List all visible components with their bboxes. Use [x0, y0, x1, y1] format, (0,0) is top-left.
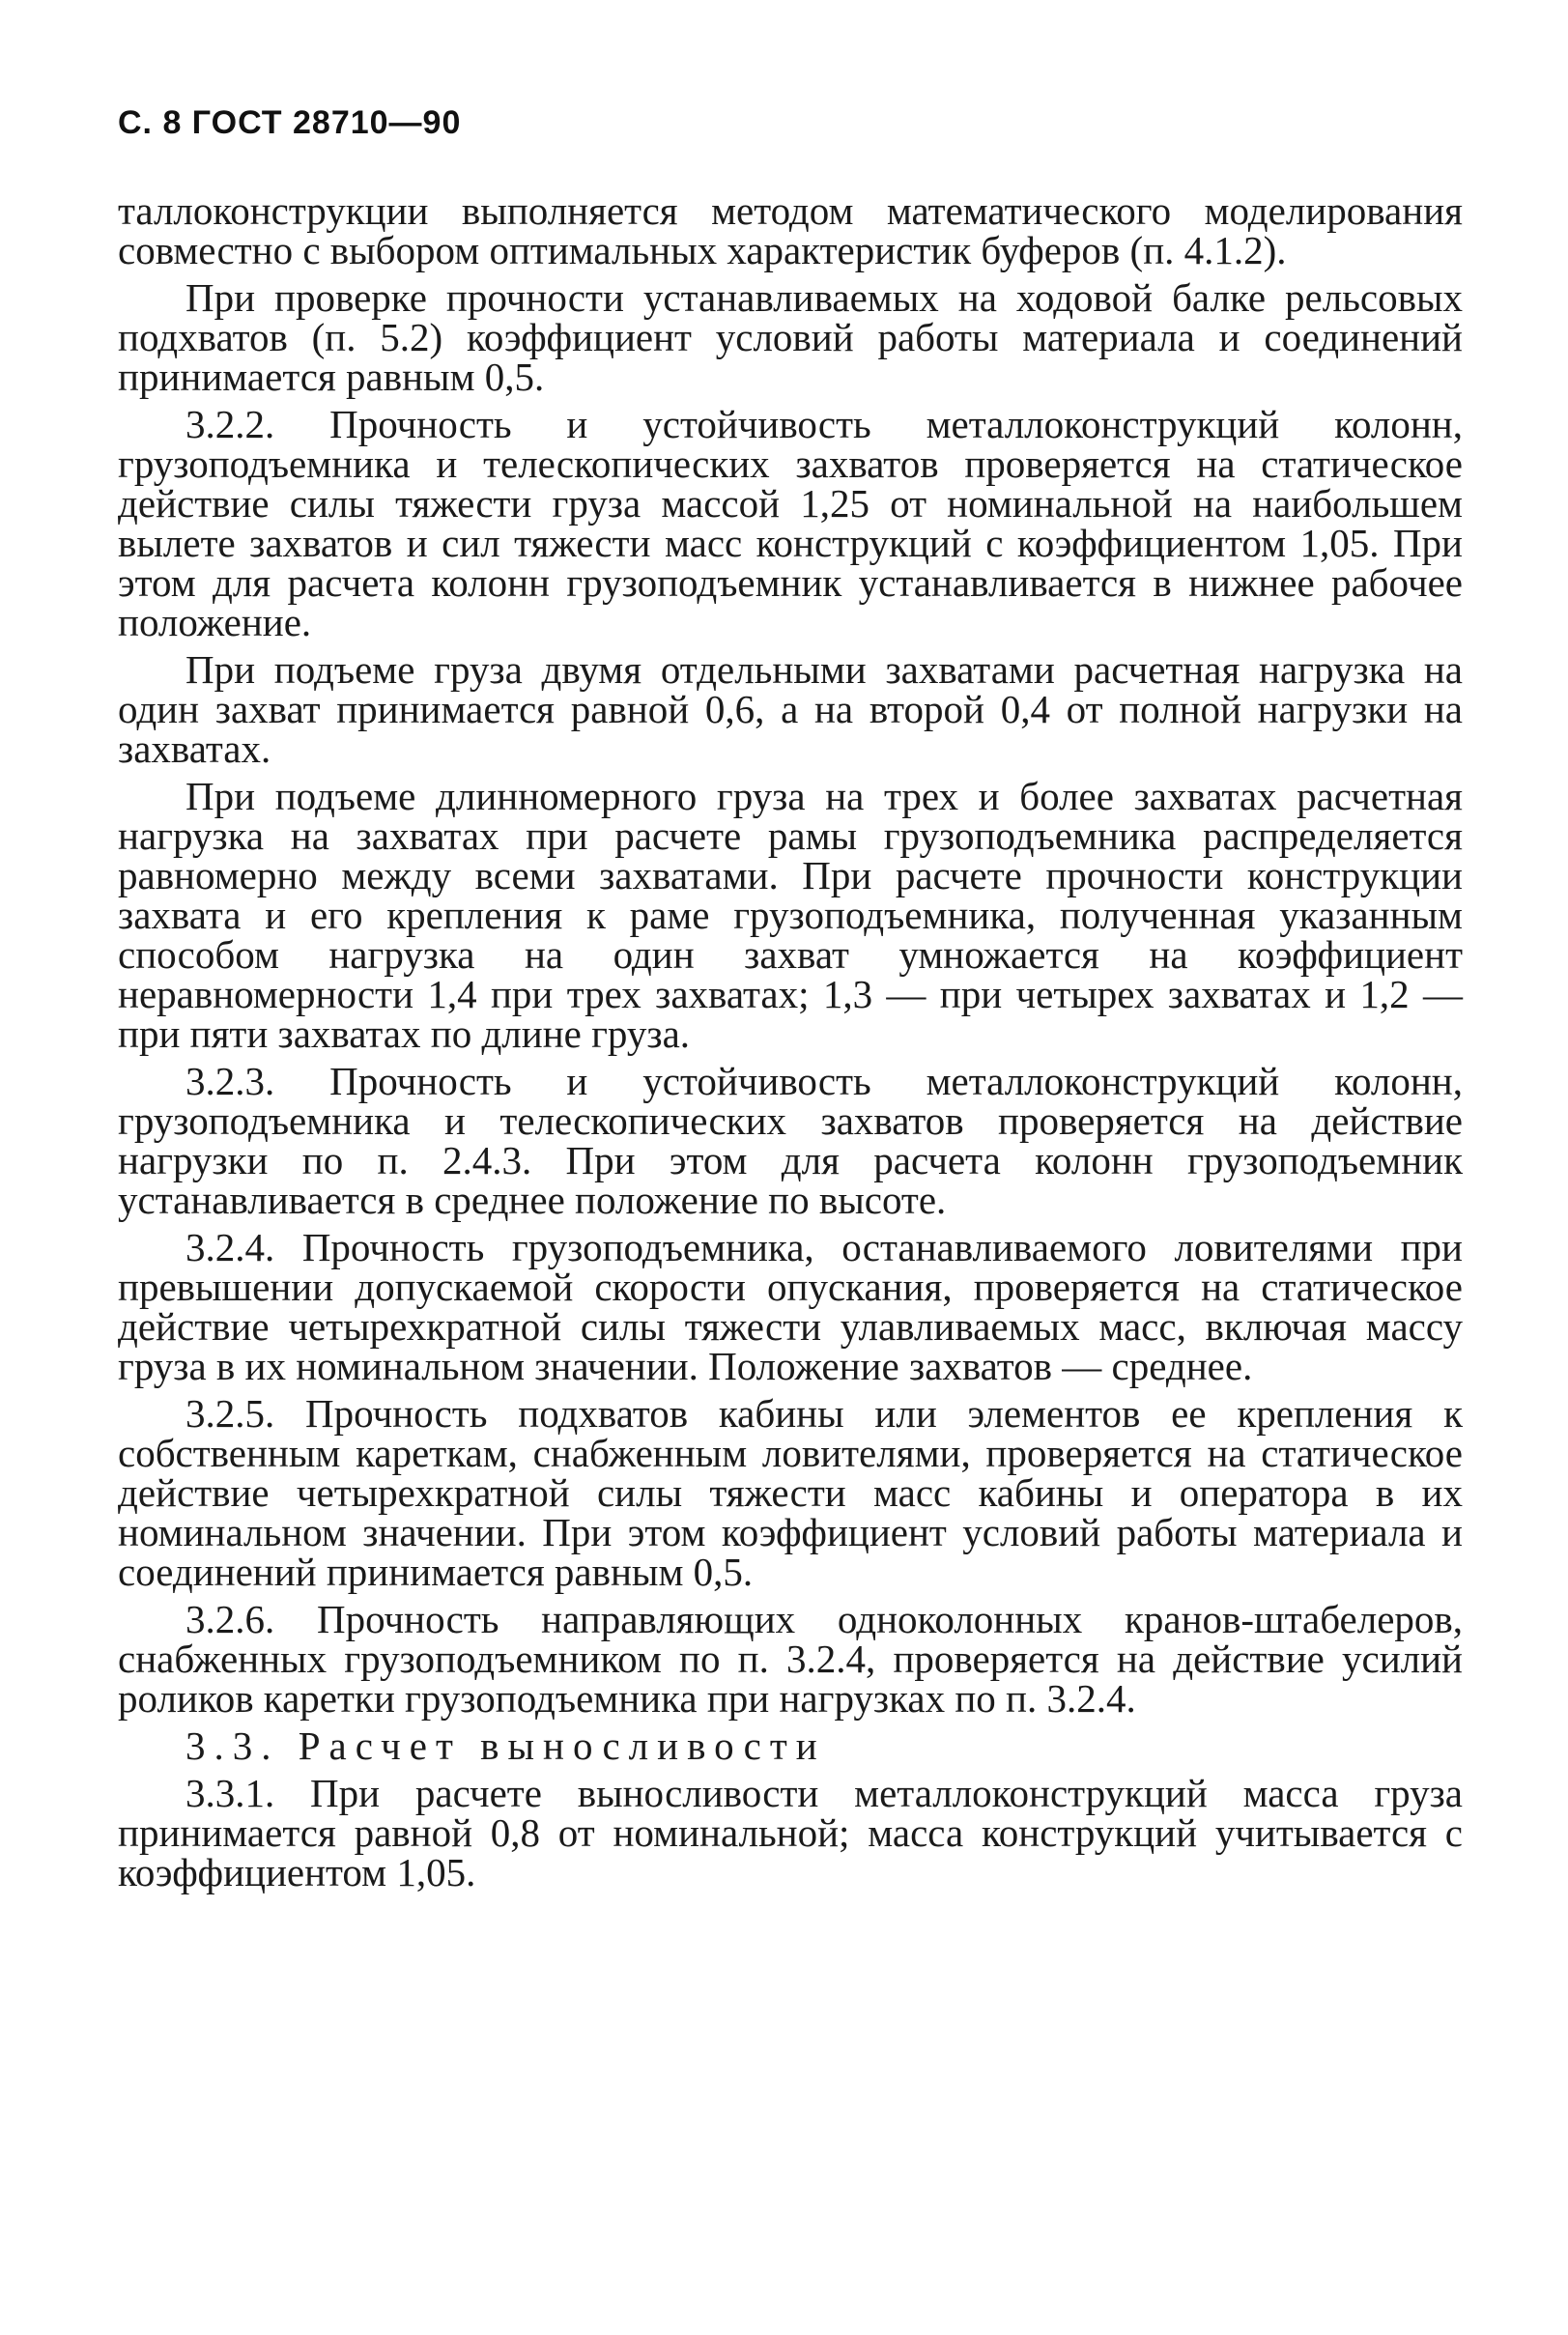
paragraph-3-2-3: 3.2.3. Прочность и устойчивость металлоконструкций колонн, грузоподъемника и телескопических захватов проверяется на действие нагрузки по п. 2.4.3. При этом для расчета колонн грузоподъемник устанавливается в среднее положение по высоте.: [118, 1059, 1463, 1222]
paragraph-rail-grips: При проверке прочности устанавливаемых на ходовой балке рельсовых подхватов (п. 5.2) коэффициент условий работы материала и соединений принимается равным 0,5.: [118, 275, 1463, 399]
paragraph-3-2-2: 3.2.2. Прочность и устойчивость металлоконструкций колонн, грузоподъемника и телескопических захватов проверяется на статическое действие силы тяжести груза массой 1,25 от номинальной на наибольшем вылете захватов и сил тяжести масс конструкций с коэффициентом 1,05. При этом для расчета колонн грузоподъемник устанавливается в нижнее рабочее положение.: [118, 402, 1463, 644]
paragraph-3-2-6: 3.2.6. Прочность направляющих одноколонных кранов-штабелеров, снабженных грузоподъемником по п. 3.2.4, проверяется на действие усилий роликов каретки грузоподъемника при нагрузках по п. 3.2.4.: [118, 1597, 1463, 1721]
section-heading-3-3: 3.3. Расчет выносливости: [185, 1723, 826, 1768]
body-text: [118, 188, 1463, 1900]
paragraph-continuation: таллоконструкции выполняется методом математического моделирования совместно с выбором оптимальных характеристик буферов (п. 4.1.2).: [118, 188, 1463, 272]
running-header: С. 8 ГОСТ 28710—90: [118, 104, 462, 141]
paragraph-3-2-4: 3.2.4. Прочность грузоподъемника, останавливаемого ловителями при превышении допускаемой скорости опускания, проверяется на статическое действие четырехкратной силы тяжести улавливаемых масс, включая массу груза в их номинальном значении. Положение захватов — среднее.: [118, 1225, 1463, 1388]
paragraph-two-grips: При подъеме груза двумя отдельными захватами расчетная нагрузка на один захват принимается равной 0,6, а на второй 0,4 от полной нагрузки на захватах.: [118, 647, 1463, 771]
paragraph-3-3-1: 3.3.1. При расчете выносливости металлоконструкций масса груза принимается равной 0,8 от номинальной; масса конструкций учитывается с коэффициентом 1,05.: [118, 1771, 1463, 1894]
paragraph-long-load: При подъеме длинномерного груза на трех и более захватах расчетная нагрузка на захватах при расчете рамы грузоподъемника распределяется равномерно между всеми захватами. При расчете прочности конструкции захвата и его крепления к раме грузоподъемника, полученная указанным способом нагрузка на один захват умножается на коэффициент неравномерности 1,4 при трех захватах; 1,3 — при четырех захватах и 1,2 — при пяти захватах по длине груза.: [118, 774, 1463, 1056]
paragraph-3-2-5: 3.2.5. Прочность подхватов кабины или элементов ее крепления к собственным кареткам, снабженным ловителями, проверяется на статическое действие четырехкратной силы тяжести масс кабины и оператора в их номинальном значении. При этом коэффициент условий работы материала и соединений принимается равным 0,5.: [118, 1391, 1463, 1594]
